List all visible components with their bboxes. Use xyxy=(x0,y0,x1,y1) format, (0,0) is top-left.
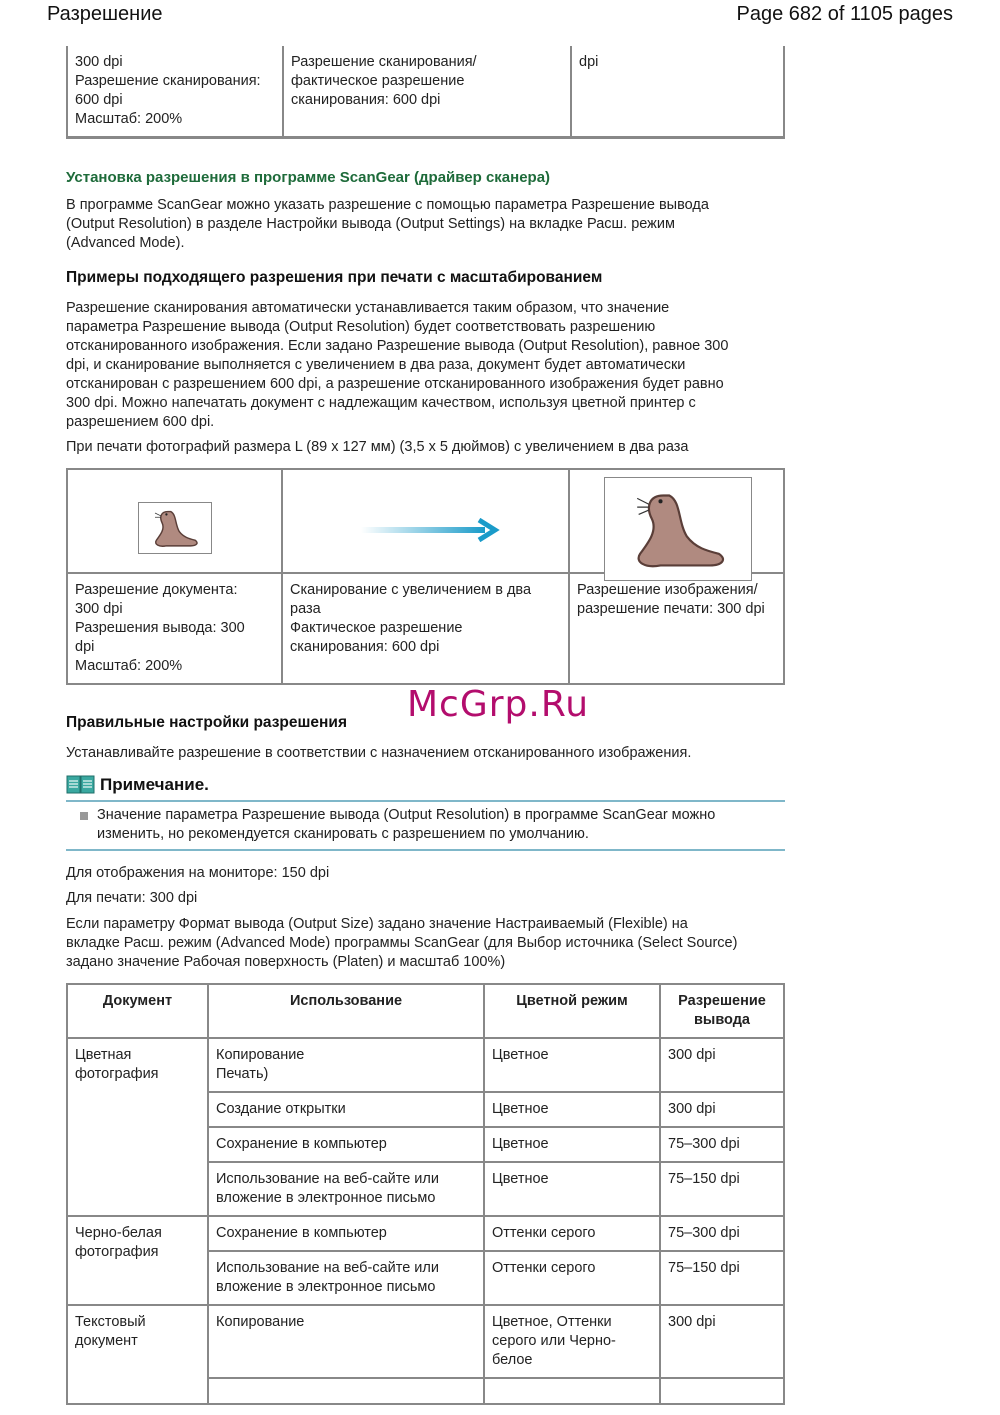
mode-cell: Цветное, Оттенки серого или Черно- белое xyxy=(484,1305,660,1378)
usage-cell xyxy=(208,1378,484,1404)
usage-cell: Сохранение в компьютер xyxy=(208,1216,484,1251)
table2-col3: Разрешение изображения/ разрешение печати: 300 dpi xyxy=(569,573,784,684)
doc-text-document: Текстовый документ xyxy=(67,1305,208,1404)
heading-correct-settings: Правильные настройки разрешения xyxy=(66,714,347,731)
resolution-cell: 75–300 dpi xyxy=(660,1127,784,1162)
arrow-cell xyxy=(282,469,569,573)
large-image-cell xyxy=(569,469,784,573)
usage-cell: Создание открытки xyxy=(208,1092,484,1127)
table1-col2: Разрешение сканирования/ фактическое разрешение сканирования: 600 dpi xyxy=(283,46,571,138)
scan-arrow-icon xyxy=(361,518,501,542)
th-color-mode: Цветной режим xyxy=(484,984,660,1038)
resolution-table-top xyxy=(66,46,785,139)
doc-bw-photo: Черно-белая фотография xyxy=(67,1216,208,1305)
mode-cell: Цветное xyxy=(484,1092,660,1127)
scangear-body: В программе ScanGear можно указать разрешение с помощью параметра Разрешение вывода (Output Resolution) в разделе Настройки вывода (Output Settings) на вкладке Расш. режим (Advanced Mode). xyxy=(66,197,709,251)
th-document: Документ xyxy=(67,984,208,1038)
bullet-icon xyxy=(80,812,88,820)
seal-large-image xyxy=(604,477,752,581)
recommended-resolution-table xyxy=(66,983,785,1405)
note-heading-label: Примечание. xyxy=(100,775,209,794)
resolution-cell: 300 dpi xyxy=(660,1305,784,1378)
correct-settings-body: Устанавливайте разрешение в соответствии с назначением отсканированного изображения. xyxy=(66,745,692,761)
mode-cell: Оттенки серого xyxy=(484,1251,660,1305)
mode-cell xyxy=(484,1378,660,1404)
th-output-resolution: Разрешение вывода xyxy=(660,984,784,1038)
heading-scangear: Установка разрешения в программе ScanGear (драйвер сканера) xyxy=(66,169,551,186)
resolution-cell xyxy=(660,1378,784,1404)
scaling-example-table xyxy=(66,468,785,685)
examples-body: Разрешение сканирования автоматически устанавливается таким образом, что значение параметра Разрешение вывода (Output Resolution) будет соответствовать разрешению отсканированного изображения. Если задано Разрешение вывода (Output Resolution), равное 300 dpi, и сканирование выполняется с увеличением в два раза, документ будет автоматически отсканирован с разрешением 600 dpi, а разрешение отсканированного изображения будет равно 300 dpi. Можно напечатать документ с надлежащим качеством, используя цветной принтер с разрешением 600 dpi. xyxy=(66,300,729,430)
table2-col2: Сканирование с увеличением в два раза Фактическое разрешение сканирования: 600 dpi xyxy=(282,573,569,684)
watermark: McGrp.Ru xyxy=(407,684,590,725)
doc-color-photo: Цветная фотография xyxy=(67,1038,208,1216)
page-header-title: Разрешение xyxy=(47,3,163,25)
resolution-cell: 75–300 dpi xyxy=(660,1216,784,1251)
note-book-icon xyxy=(66,774,96,796)
th-usage: Использование xyxy=(208,984,484,1038)
note-heading xyxy=(66,774,209,796)
note-text: Значение параметра Разрешение вывода (Output Resolution) в программе ScanGear можно изменить, но рекомендуется сканировать с разрешением по умолчанию. xyxy=(97,807,716,842)
resolution-cell: 300 dpi xyxy=(660,1092,784,1127)
usage-cell: Использование на веб-сайте или вложение в электронное письмо xyxy=(208,1251,484,1305)
mode-cell: Оттенки серого xyxy=(484,1216,660,1251)
mode-cell: Цветное xyxy=(484,1038,660,1092)
usage-cell: Копирование Печать) xyxy=(208,1038,484,1092)
usage-cell: Сохранение в компьютер xyxy=(208,1127,484,1162)
monitor-resolution-text: Для отображения на мониторе: 150 dpi xyxy=(66,865,330,881)
flexible-size-text: Если параметру Формат вывода (Output Size) задано значение Настраиваемый (Flexible) на вкладке Расш. режим (Advanced Mode) программы ScanGear (для Выбор источника (Select Source) задано значение Рабочая поверхность (Platen) и масштаб 100%) xyxy=(66,916,738,970)
examples-caption: При печати фотографий размера L (89 x 127 мм) (3,5 x 5 дюймов) с увеличением в два раза xyxy=(66,439,689,455)
table2-col1: Разрешение документа: 300 dpi Разрешения вывода: 300 dpi Масштаб: 200% xyxy=(67,573,282,684)
mode-cell: Цветное xyxy=(484,1162,660,1216)
usage-cell: Копирование xyxy=(208,1305,484,1378)
resolution-cell: 300 dpi xyxy=(660,1038,784,1092)
mode-cell: Цветное xyxy=(484,1127,660,1162)
table1-col3: dpi xyxy=(571,46,784,138)
resolution-cell: 75–150 dpi xyxy=(660,1251,784,1305)
page-header-page-info: Page 682 of 1105 pages xyxy=(736,3,953,25)
note-rule-bottom xyxy=(66,849,785,851)
note-rule-top xyxy=(66,800,785,802)
resolution-cell: 75–150 dpi xyxy=(660,1162,784,1216)
heading-examples: Примеры подходящего разрешения при печати с масштабированием xyxy=(66,269,603,286)
usage-cell: Использование на веб-сайте или вложение в электронное письмо xyxy=(208,1162,484,1216)
print-resolution-text: Для печати: 300 dpi xyxy=(66,890,198,906)
seal-small-image xyxy=(138,502,212,554)
note-item xyxy=(80,806,770,844)
small-image-cell xyxy=(67,469,282,573)
table1-col1: 300 dpi Разрешение сканирования: 600 dpi Масштаб: 200% xyxy=(67,46,283,138)
